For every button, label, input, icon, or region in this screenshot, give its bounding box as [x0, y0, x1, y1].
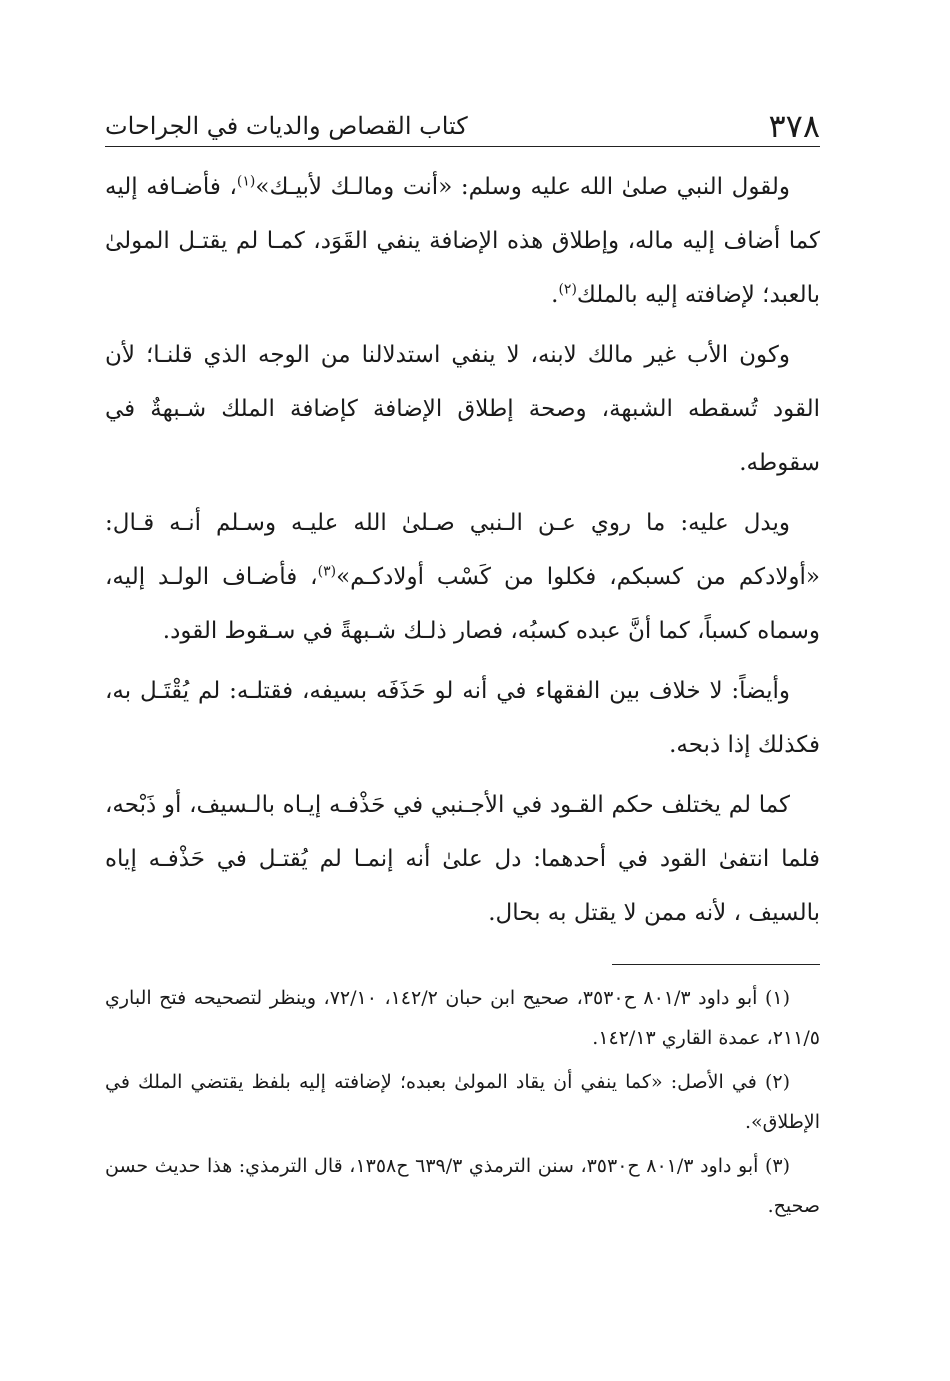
paragraph-text: كما لم يختلف حكم القـود في الأجـنبي في حَذْفـه إيـاه بالـسيف، أو ذَبْحه، فلما انتفىٰ القود في أحدهما: دل علىٰ أنه إنمـا لم يُقتـل في حَذْفـه إياه بالسيف ، لأنه ممن لا يقتل به بحال.: [105, 792, 820, 926]
paragraph-text: ، فأضـاف الولـد إليه، وسماه كسباً، كما أنَّ عبده كسبُه، فصار ذلـك شـبهةً في سـقوط القود.: [105, 564, 820, 644]
paragraph-text: ولقول النبي صلىٰ الله عليه وسلم: «أنت ومالـك لأبيـك»: [255, 174, 791, 200]
main-text: [105, 160, 820, 940]
footnote-marker: (٣): [317, 563, 337, 580]
header-rule: [105, 146, 820, 147]
footnote-3: (٣) أبو داود ٨٠١/٣ ح٣٥٣٠، سنن الترمذي ٦٣٩/٣ ح١٣٥٨، قال الترمذي: هذا حديث حسن صحيح.: [105, 1155, 820, 1217]
paragraph-text: وأيضاً: لا خلاف بين الفقهاء في أنه لو حَذَفَه بسيفه، فقتلـه: لم يُقْتَـل به، فكذلك إذا ذبحه.: [105, 678, 820, 758]
paragraph-1: [105, 160, 820, 322]
footnote-2: (٢) في الأصل: «كما ينفي أن يقاد المولىٰ بعبده؛ لإضافته إليه بلفظ يقتضي الملك في الإطلاق».: [105, 1071, 820, 1133]
paragraph-2: [105, 328, 820, 490]
paragraph-4: [105, 664, 820, 772]
page-number: ٣٧٨: [768, 107, 820, 145]
footnote-marker: (٢): [558, 281, 577, 298]
page-header: [105, 100, 820, 144]
paragraph-text: وكون الأب غير مالك لابنه، لا ينفي استدلالنا من الوجه الذي قلنـا؛ لأن القود تُسقطه الشبهة، وصحة إطلاق الإضافة كإضافة الملك شـبهةٌ في سقوطه.: [105, 342, 820, 476]
paragraph-3: [105, 496, 820, 658]
paragraph-text: ، فأضـافه إليه كما أضاف إليه ماله، وإطلاق هذه الإضافة ينفي القَوَد، كمـا لم يقتـل المولىٰ بالعبد؛ لإضافته إليه بالملك: [105, 174, 820, 308]
footnote-marker: (١): [236, 173, 256, 190]
footnote-1: (١) أبو داود ٨٠١/٣ ح٣٥٣٠، صحيح ابن حبان ١٤٢/٢، ٧٢/١٠، وينظر لتصحيحه فتح الباري ٢١١/٥، عمدة القاري ١٤٢/١٣.: [105, 987, 820, 1049]
running-title: كتاب القصاص والديات في الجراحات: [105, 112, 468, 140]
paragraph-text: .: [551, 282, 559, 308]
paragraph-5: [105, 778, 820, 940]
footnote-separator: [612, 964, 820, 965]
paragraph-text: ويدل عليه: ما روي عـن الـنبي صـلىٰ الله عليـه وسـلم أنـه قـال: «أولادكم من كسبكم، فكلوا من كَسْب أولادكـم»: [105, 510, 821, 590]
footnotes: [105, 978, 820, 1230]
